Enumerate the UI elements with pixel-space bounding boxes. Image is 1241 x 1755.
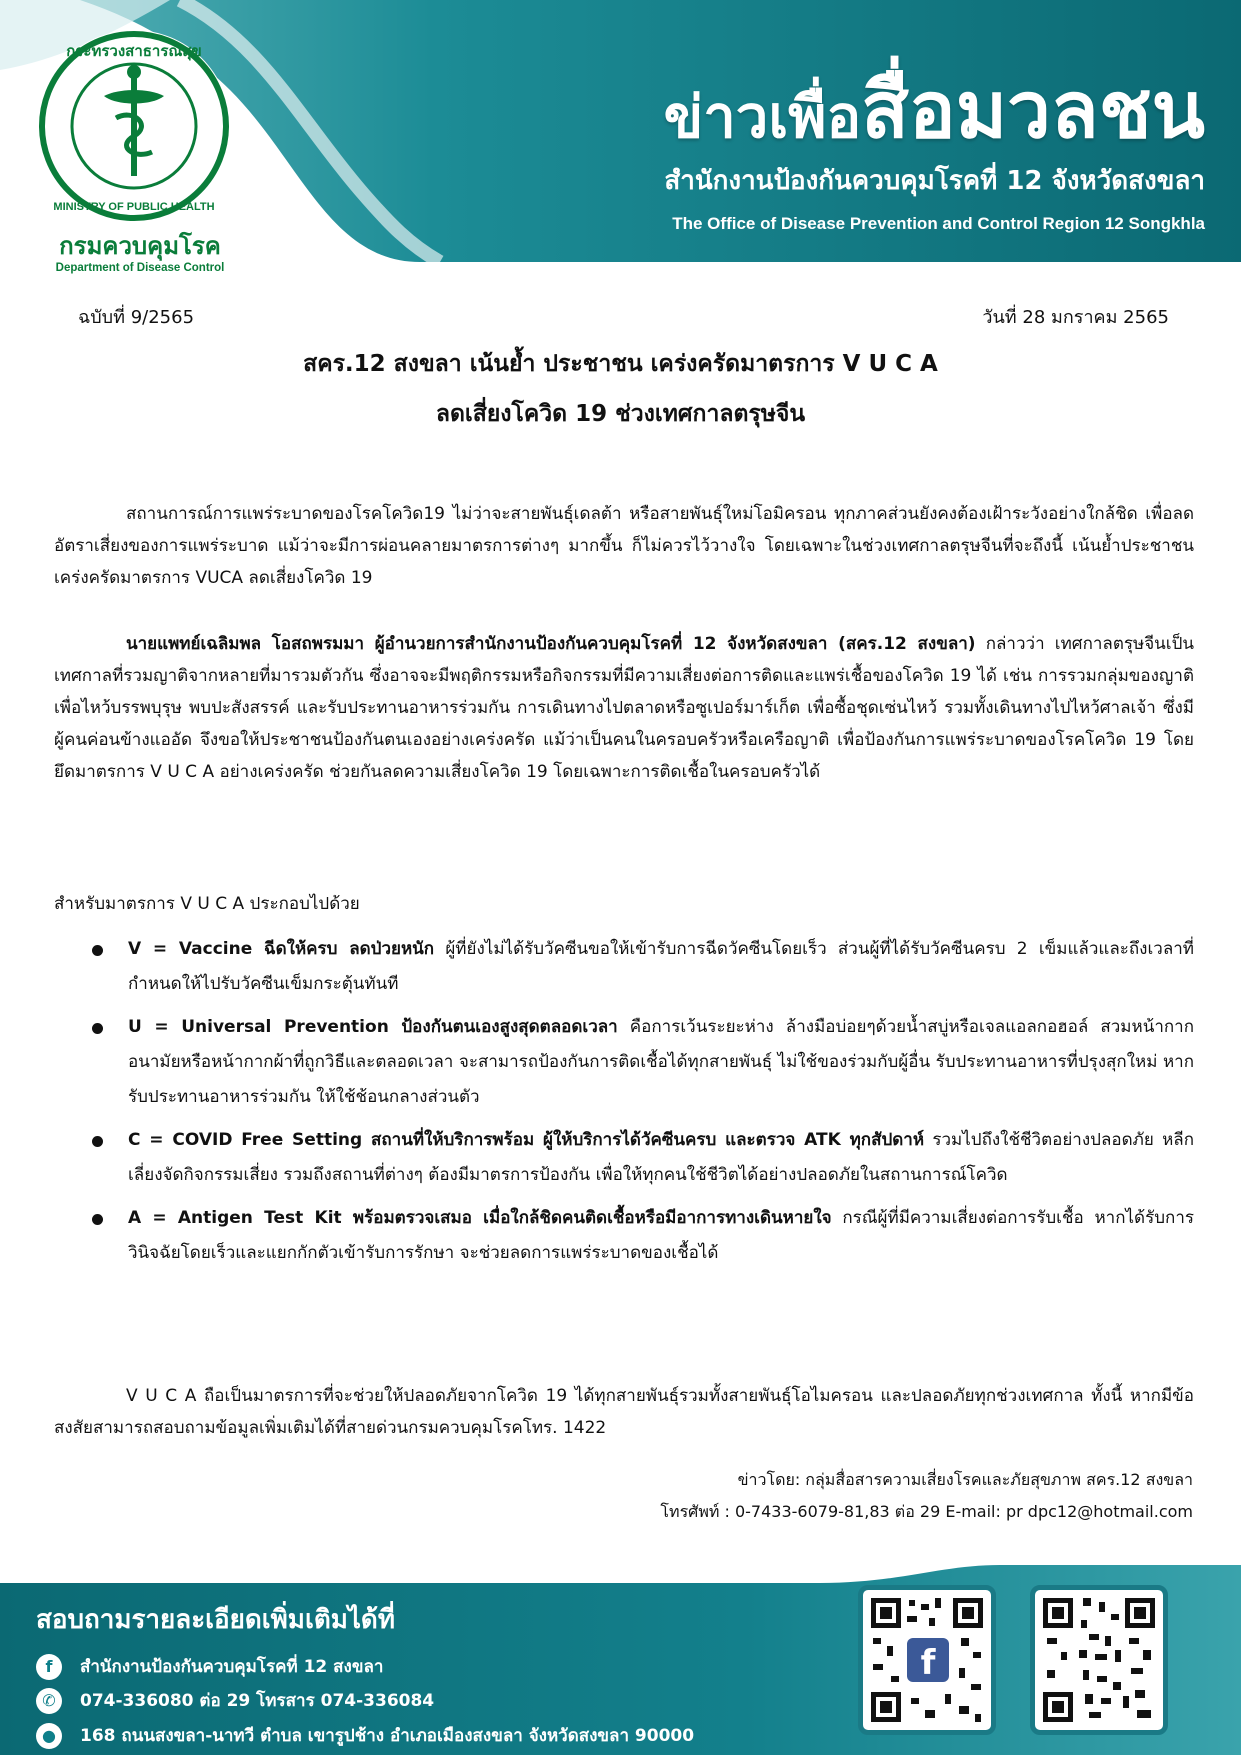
paragraph-conclusion: V U C A ถือเป็นมาตรการที่จะช่วยให้ปลอดภัยจากโควิด 19 ได้ทุกสายพันธุ์รวมทั้งสายพันธุ์โอไมครอน และปลอดภัยทุกช่วงเทศกาล ทั้งนี้ หากมีข้อสงสัยสามารถสอบถามข้อมูลเพิ่มเติมได้ที่สายด่วนกรมควบคุมโรคโทร. 1422 xyxy=(54,1386,1194,1438)
bullet-icon xyxy=(92,1136,103,1147)
header-subtitle-en: The Office of Disease Prevention and Control Region 12 Songkhla xyxy=(672,214,1205,233)
director-name: นายแพทย์เฉลิมพล โอสถพรมมา ผู้อำนวยการสำนักงานป้องกันควบคุมโรคที่ 12 จังหวัดสงขลา (สคร.12 สงขลา) xyxy=(126,634,976,654)
list-item xyxy=(54,1010,1194,1115)
list-item xyxy=(54,1123,1194,1193)
facebook-icon: f xyxy=(36,1654,62,1680)
header-subtitle-th: สำนักงานป้องกันควบคุมโรคที่ 12 จังหวัดสงขลา xyxy=(664,166,1205,196)
footer-address xyxy=(36,1722,694,1749)
bullet-title: U = Universal Prevention ป้องกันตนเองสูงสุดตลอดเวลา xyxy=(128,1017,618,1037)
bullet-text: คือการเว้นระยะห่าง ล้างมือบ่อยๆด้วยน้ำสบู่หรือเจลแอลกอฮอล์ สวมหน้ากากอนามัยหรือหน้ากากผ้าที่ถูกวิธีและตลอดเวลา จะสามารถป้องกันการติดเชื้อได้ทุกสายพันธุ์ ไม่ใช้ของร่วมกับผู้อื่น รับประทานอาหารที่ปรุงสุกใหม่ หากรับประทานอาหารร่วมกัน ให้ใช้ช้อนกลางส่วนตัว xyxy=(128,1017,1195,1107)
page-footer xyxy=(0,1565,1241,1755)
footer-facebook[interactable] xyxy=(36,1653,383,1680)
contact-info: โทรศัพท์ : 0-7433-6079-81,83 ต่อ 29 E-mail: pr dpc12@hotmail.com xyxy=(660,1502,1193,1521)
qr-code-icon xyxy=(1039,1594,1159,1726)
header-title xyxy=(664,48,1205,172)
facebook-qr-code[interactable] xyxy=(858,1585,996,1735)
bullet-text: รวมไปถึงใช้ชีวิตอย่างปลอดภัย หลีกเลี่ยงจัดกิจกรรมเสี่ยง รวมถึงสถานที่ต่างๆ ต้องมีมาตรการป้องกัน เพื่อให้ทุกคนใช้ชีวิตได้อย่างปลอดภัยในสถานการณ์โควิด xyxy=(128,1130,1195,1185)
header-title-part1: ข่าวเพื่อ xyxy=(663,83,862,151)
qr-code-icon xyxy=(867,1594,987,1726)
bullet-icon xyxy=(92,1023,103,1034)
bullet-title: A = Antigen Test Kit พร้อมตรวจเสมอ เมื่อใกล้ชิดคนติดเชื้อหรือมีอาการทางเดินหายใจ xyxy=(128,1208,832,1228)
issue-number: ฉบับที่ 9/2565 xyxy=(78,307,195,328)
bullet-icon xyxy=(92,945,103,956)
bullet-icon xyxy=(92,1214,103,1225)
bullet-text: กรณีผู้ที่มีความเสี่ยงต่อการรับเชื้อ หากได้รับการวินิจฉัยโดยเร็วและแยกกักตัวเข้ารับการรักษา จะช่วยลดการแพร่ระบาดของเชื้อได้ xyxy=(128,1208,1194,1263)
location-icon: ● xyxy=(36,1723,62,1749)
logo-ring-text-en: MINISTRY OF PUBLIC HEALTH xyxy=(53,201,215,213)
paragraph-intro: สถานการณ์การแพร่ระบาดของโรคโควิด19 ไม่ว่าจะสายพันธุ์เดลต้า หรือสายพันธุ์ใหม่โอมิครอน ทุกภาคส่วนยังคงต้องเฝ้าระวังอย่างใกล้ชิด เพื่อลดอัตราเสี่ยงของการแพร่ระบาด แม้ว่าจะมีการผ่อนคลายมาตรการต่างๆ มากขึ้น ก็ไม่ควรไว้วางใจ โดยเฉพาะในช่วงเทศกาลตรุษจีนที่จะถึงนี้ เน้นย้ำประชาชน เคร่งครัดมาตรการ VUCA ลดเสี่ยงโควิด 19 xyxy=(54,504,1194,588)
phone-fax-text: 074-336080 ต่อ 29 โทรสาร 074-336084 xyxy=(80,1691,435,1711)
paragraph-vuca-intro: สำหรับมาตรการ V U C A ประกอบไปด้วย xyxy=(54,894,360,914)
facebook-page-name: สำนักงานป้องกันควบคุมโรคที่ 12 สงขลา xyxy=(80,1657,384,1677)
list-item xyxy=(54,1201,1194,1271)
phone-icon: ✆ xyxy=(36,1688,62,1714)
headline-line-1: สคร.12 สงขลา เน้นย้ำ ประชาชน เคร่งครัดมาตรการ V U C A xyxy=(303,351,938,377)
department-name-th: กรมควบคุมโรค xyxy=(59,232,221,260)
issue-date: วันที่ 28 มกราคม 2565 xyxy=(982,307,1169,328)
bullet-text: ผู้ที่ยังไม่ได้รับวัคซีนขอให้เข้ารับการฉีดวัคซีนโดยเร็ว ส่วนผู้ที่ได้รับวัคซีนครบ 2 เข็มแล้วและถึงเวลาที่กำหนดให้ไปรับวัคซีนเข็มกระตุ้นทันที xyxy=(128,939,1194,994)
svg-text:f: f xyxy=(920,1643,936,1683)
list-item xyxy=(54,932,1194,1002)
logo-ring-text-th: กระทรวงสาธารณสุข xyxy=(66,42,202,60)
page-header xyxy=(0,0,1241,285)
headline-line-2: ลดเสี่ยงโควิด 19 ช่วงเทศกาลตรุษจีน xyxy=(435,401,806,427)
bullet-title: V = Vaccine ฉีดให้ครบ ลดป่วยหนัก xyxy=(128,939,435,959)
header-title-part2: สื่อมวลชน xyxy=(861,66,1205,156)
department-name-en: Department of Disease Control xyxy=(55,262,225,274)
website-qr-code[interactable] xyxy=(1030,1585,1168,1735)
address-text: 168 ถนนสงขลา-นาทวี ตำบล เขารูปช้าง อำเภอเมืองสงขลา จังหวัดสงขลา 90000 xyxy=(80,1726,695,1746)
director-statement-text: กล่าวว่า เทศกาลตรุษจีนเป็นเทศกาลที่รวมญาติจากหลายที่มารวมตัวกัน ซึ่งอาจจะมีพฤติกรรมหรือกิจกรรมที่มีความเสี่ยงต่อการติดและแพร่เชื้อของโควิด 19 ได้ เช่น การรวมกลุ่มของญาติเพื่อไหว้บรรพบุรุษ พบปะสังสรรค์ และรับประทานอาหารร่วมกัน การเดินทางไปตลาดหรือซูเปอร์มาร์เก็ต เพื่อซื้อชุดเซ่นไหว้ รวมทั้งเดินทางไปไหว้ศาลเจ้า ซึ่งมีผู้คนค่อนข้างแออัด จึงขอให้ประชาชนป้องกันตนเองอย่างเคร่งครัด แม้ว่าเป็นคนในครอบครัวหรือเครือญาติ เพื่อป้องกันการแพร่ระบาดของโรคโควิด 19 โดยยึดมาตรการ V U C A อย่างเคร่งครัด ช่วยกันลดความเสี่ยงโควิด 19 โดยเฉพาะการติดเชื้อในครอบครัวได้ xyxy=(54,634,1195,782)
ministry-logo xyxy=(34,26,234,226)
vuca-bullet-list xyxy=(54,932,1194,1279)
paragraph-director-statement xyxy=(54,628,1194,788)
bullet-title: C = COVID Free Setting สถานที่ให้บริการพร้อม ผู้ให้บริการได้วัคซีนครบ และตรวจ ATK ทุกสัปดาห์ xyxy=(128,1130,925,1150)
news-credit: ข่าวโดย: กลุ่มสื่อสารความเสี่ยงโรคและภัยสุขภาพ สคร.12 สงขลา xyxy=(737,1470,1193,1489)
footer-heading: สอบถามรายละเอียดเพิ่มเติมได้ที่ xyxy=(36,1605,395,1635)
footer-phone xyxy=(36,1687,434,1714)
